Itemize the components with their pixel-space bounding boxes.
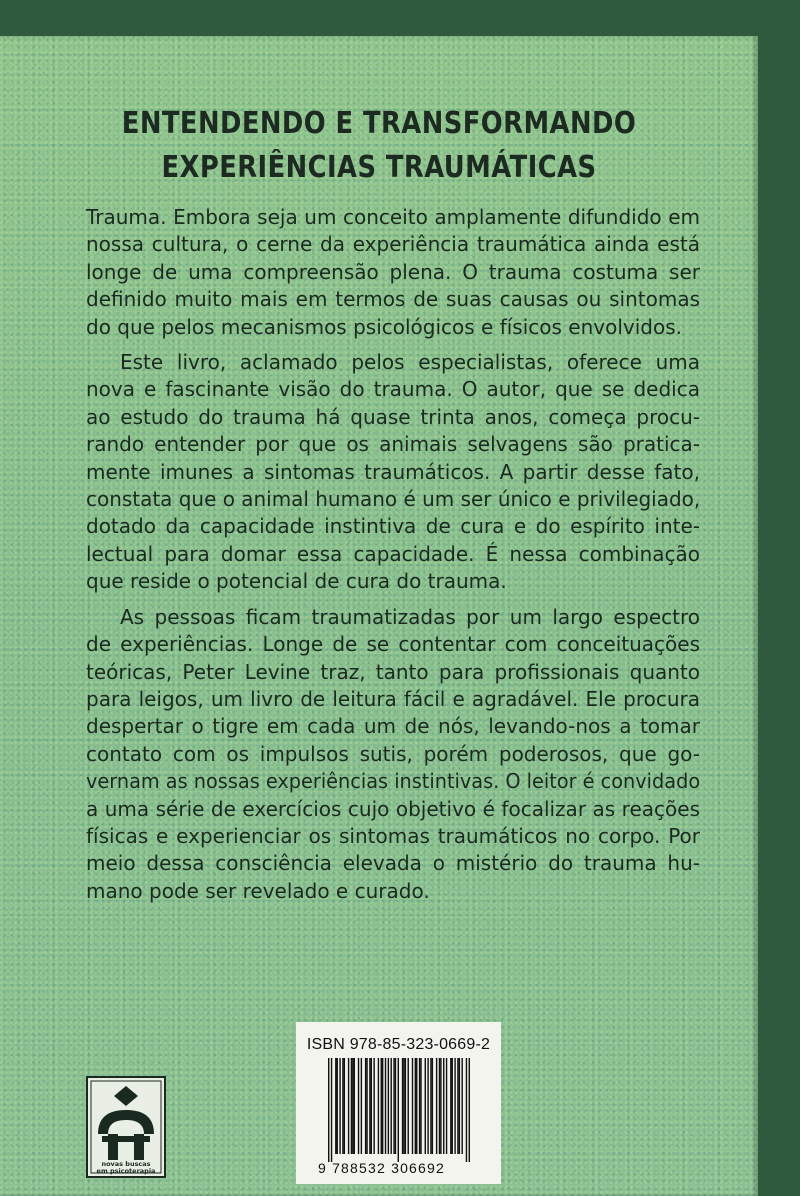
barcode-bar <box>344 1058 345 1154</box>
barcode-bar <box>446 1058 447 1154</box>
barcode-digits: 9 788532 306692 <box>318 1160 445 1176</box>
barcode-bar <box>432 1058 433 1154</box>
publisher-logo-icon <box>86 1076 166 1178</box>
text-line: despertar o tigre em cada um de nós, levando-nos a tomar <box>86 714 700 739</box>
barcode-bar <box>443 1058 444 1154</box>
barcode-bar <box>450 1058 451 1154</box>
barcode-bar <box>420 1058 421 1154</box>
barcode-bar <box>440 1058 441 1154</box>
text-line: físicas e experienciar os sintomas traumáticos no corpo. Por <box>86 823 700 848</box>
text-line: rando entender por que os animais selvagens são pratica- <box>86 432 700 457</box>
barcode-bar <box>395 1058 396 1154</box>
barcode-bar <box>416 1058 417 1154</box>
barcode-bar <box>457 1058 458 1154</box>
text-line: dotado da capacidade instintiva de cura e do espírito inte- <box>86 514 700 539</box>
barcode-bar <box>331 1058 332 1162</box>
barcode-bar <box>436 1058 437 1154</box>
barcode-bar <box>366 1058 367 1154</box>
paragraph-1 <box>86 204 700 341</box>
barcode-bar <box>369 1058 370 1154</box>
barcode-bar <box>408 1058 409 1154</box>
blurb-text <box>86 204 700 913</box>
text-line: longe de uma compreensão plena. O trauma costuma ser <box>86 259 700 284</box>
text-line: definido muito mais em termos de suas causas ou sintomas <box>86 287 700 312</box>
text-line: de experiências. Longe de se contentar com conceituações <box>86 632 700 657</box>
text-line: meio dessa consciência elevada o mistério do trauma hu- <box>86 851 700 876</box>
barcode-bar <box>342 1058 343 1154</box>
barcode-bar <box>427 1058 428 1154</box>
barcode-bar <box>398 1058 399 1162</box>
barcode-bars <box>328 1058 470 1162</box>
text-line: para leigos, um livro de leitura fácil e agradável. Ele procura <box>86 686 700 711</box>
barcode-bar <box>393 1058 394 1154</box>
barcode-bar <box>373 1058 374 1154</box>
barcode-bar <box>469 1058 470 1162</box>
barcode-bar <box>388 1058 389 1154</box>
barcode-bar <box>419 1058 420 1154</box>
text-line: que reside o potencial de cura do trauma. <box>86 569 507 594</box>
barcode-bar <box>381 1058 382 1154</box>
barcode-bar <box>402 1058 403 1154</box>
text-line: nossa cultura, o cerne da experiência traumática ainda está <box>86 232 700 257</box>
text-line: lectual para domar essa capacidade. É nessa combinação <box>86 541 700 566</box>
barcode-bar <box>425 1058 426 1154</box>
text-line: constata que o animal humano é um ser único e privilegiado, <box>86 487 701 512</box>
barcode-bar <box>390 1058 391 1154</box>
barcode-bar <box>337 1058 338 1154</box>
text-line: contato com os impulsos sutis, porém poderosos, que go- <box>86 741 700 766</box>
barcode-bar <box>405 1058 406 1154</box>
barcode-bar <box>403 1058 404 1154</box>
text-line: nova e fascinante visão do trauma. O autor, que se dedica <box>86 377 700 402</box>
barcode-bar <box>354 1058 355 1154</box>
text-line: ao estudo do trauma há quase trinta anos, começa procu- <box>86 404 700 429</box>
barcode-bar <box>452 1058 453 1154</box>
barcode-bar <box>351 1058 352 1154</box>
barcode-bar <box>339 1058 340 1154</box>
text-line: a uma série de exercícios cujo objetivo é focalizar as reações <box>86 796 700 821</box>
barcode-bar <box>371 1058 372 1154</box>
barcode-bar <box>385 1058 386 1154</box>
svg-text:em psicoterapia: em psicoterapia <box>96 1167 156 1175</box>
barcode-bar <box>382 1058 383 1154</box>
title-line-2: EXPERIÊNCIAS TRAUMÁTICAS <box>161 150 597 185</box>
text-line: Trauma. Embora seja um conceito amplamente difundido em <box>86 205 700 229</box>
text-line: Este livro, aclamado pelos especialistas, oferece uma <box>120 350 700 375</box>
text-line: mano pode ser revelado e curado. <box>86 878 430 903</box>
text-line: do que pelos mecanismos psicológicos e físicos envolvidos. <box>86 314 682 339</box>
title-line-1: ENTENDENDO E TRANSFORMANDO <box>121 106 637 141</box>
barcode-bar <box>430 1058 431 1154</box>
barcode-bar <box>415 1058 416 1154</box>
barcode-bar <box>439 1058 440 1154</box>
text-line: vernam as nossas experiências instintivas. O leitor é convidado <box>86 769 701 794</box>
barcode-bar <box>365 1058 366 1154</box>
barcode-bar <box>348 1058 349 1154</box>
barcode-bar <box>461 1058 462 1154</box>
barcode-bar <box>459 1058 460 1154</box>
isbn-label: ISBN 978-85-323-0669-2 <box>306 1036 491 1053</box>
barcode-bar <box>378 1058 379 1154</box>
paragraph-2 <box>86 349 700 596</box>
isbn-barcode <box>296 1022 501 1184</box>
barcode-bar <box>466 1058 467 1162</box>
barcode-bar <box>358 1058 359 1154</box>
barcode-bar <box>352 1058 353 1154</box>
text-line: As pessoas ficam traumatizadas por um largo espectro <box>120 604 700 629</box>
barcode-bar <box>412 1058 413 1154</box>
barcode-bar <box>328 1058 329 1162</box>
barcode-bar <box>361 1058 362 1154</box>
text-line: teóricas, Peter Levine traz, tanto para profissionais quanto <box>86 659 700 684</box>
back-cover <box>0 36 758 1196</box>
svg-text:novas buscas: novas buscas <box>101 1160 151 1168</box>
barcode-bar <box>454 1058 455 1154</box>
paragraph-3 <box>86 604 700 905</box>
barcode-bar <box>335 1058 336 1154</box>
text-line: mente imunes a sintomas traumáticos. A partir desse fato, <box>86 459 700 484</box>
